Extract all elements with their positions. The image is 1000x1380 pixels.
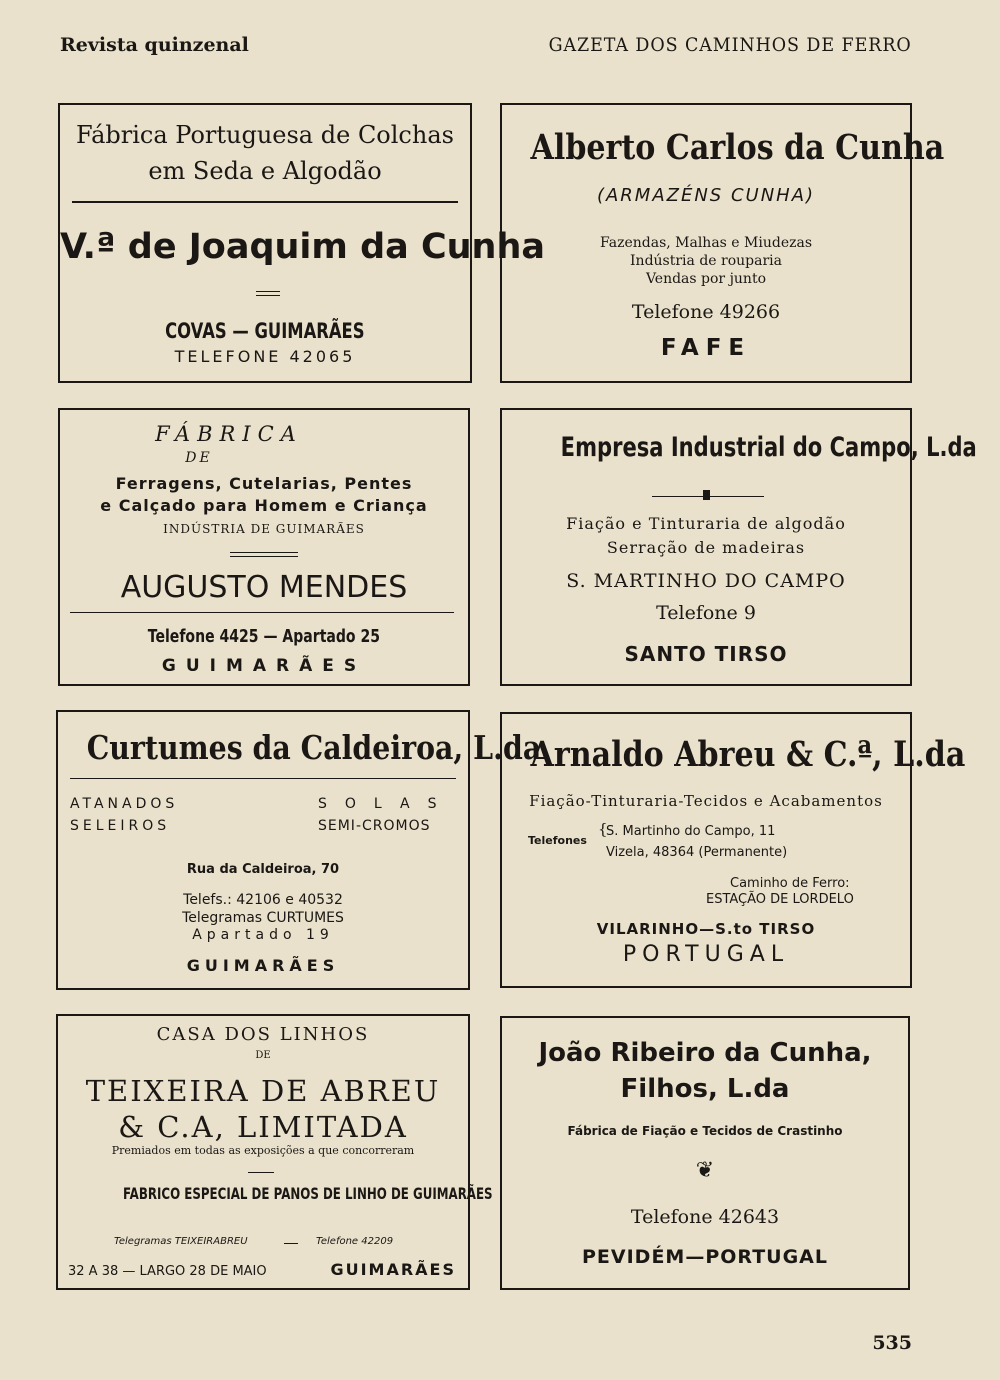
divider — [248, 1172, 274, 1173]
ad-alberto-phone: Telefone 49266 — [631, 301, 781, 323]
ad-augusto-line5: INDÚSTRIA DE GUIMARÃES — [163, 522, 365, 536]
ad-teixeira-city: GUIMARÃES — [330, 1260, 456, 1279]
ad-empresa-line2: Serração de madeiras — [606, 538, 806, 557]
ad-alberto-line1: Fazendas, Malhas e Miudezas — [599, 235, 813, 251]
ad-joaquim-name: V.ª de Joaquim da Cunha — [60, 227, 545, 267]
divider — [230, 556, 298, 557]
ad-arnaldo-phones-label: Telefones — [528, 834, 587, 847]
ad-empresa-name: Empresa Industrial do Campo, L.da — [560, 432, 977, 463]
ad-arnaldo-name: Arnaldo Abreu & C.ª, L.da — [530, 734, 966, 775]
ad-empresa-city: SANTO TIRSO — [624, 642, 788, 666]
ad-arnaldo-abreu — [500, 712, 966, 988]
ad-empresa-name-wrap — [502, 432, 977, 463]
ad-teixeira-fabric-wrap — [58, 1184, 493, 1203]
ad-augusto-phone: Telefone 4425 — Apartado 25 — [147, 626, 381, 647]
ad-joaquim-phone: TELEFONE 42065 — [174, 347, 356, 366]
ad-augusto-line3: Ferragens, Cutelarias, Pentes — [115, 474, 413, 493]
ornament-mark — [703, 490, 710, 500]
divider — [230, 552, 298, 553]
ad-alberto-line3: Vendas por junto — [645, 271, 767, 287]
ad-arnaldo-phone1: S. Martinho do Campo, 11 — [606, 824, 776, 839]
ad-arnaldo-place: VILARINHO—S.to TIRSO — [596, 920, 816, 938]
ad-teixeira-fabric: FABRICO ESPECIAL DE PANOS DE LINHO DE GUIMARÃES — [122, 1184, 493, 1203]
ad-augusto-line2: DE — [185, 450, 213, 466]
ad-joaquim-address: COVAS — GUIMARÃES — [165, 319, 365, 343]
ad-augusto-line4: e Calçado para Homem e Criança — [100, 496, 428, 515]
ad-teixeira-telegrams: Telegramas TEIXEIRABREU — [114, 1236, 248, 1247]
ad-teixeira-awards: Premiados em todas as exposições a que concorreram — [111, 1144, 415, 1157]
ad-curtumes-left2: SELEIROS — [70, 818, 171, 834]
ad-curtumes-name: Curtumes da Caldeiroa, L.da — [86, 728, 542, 767]
ad-joaquim-da-cunha — [58, 103, 545, 383]
ad-curtumes-right1: SOLAS — [318, 796, 455, 812]
ad-teixeira-phone: Telefone 42209 — [316, 1236, 394, 1247]
ad-teixeira-de-abreu — [56, 1014, 493, 1290]
ad-joao-line1: Fábrica de Fiação e Tecidos de Crastinho — [567, 1124, 843, 1138]
ad-alberto-city: FAFE — [660, 335, 752, 361]
ad-empresa-phone: Telefone 9 — [656, 602, 756, 624]
ad-curtumes-street: Rua da Caldeiroa, 70 — [186, 862, 340, 877]
ad-arnaldo-line1: Fiação-Tinturaria-Tecidos e Acabamentos — [529, 792, 883, 810]
ad-arnaldo-country: PORTUGAL — [622, 942, 790, 967]
divider — [256, 295, 280, 296]
ad-teixeira-name2: & C.A, LIMITADA — [118, 1110, 408, 1144]
ad-alberto-name: Alberto Carlos da Cunha — [530, 127, 945, 168]
ad-curtumes-telegrams: Telegramas CURTUMES — [182, 910, 344, 926]
brace-icon: { — [598, 820, 608, 838]
ad-teixeira-name1: TEIXEIRA DE ABREU — [85, 1074, 441, 1108]
ad-augusto-mendes — [58, 408, 470, 686]
ad-joao-ribeiro-da-cunha — [500, 1016, 910, 1290]
ad-alberto-sub: (ARMAZÉNS CUNHA) — [596, 185, 816, 206]
running-header-left: Revista quinzenal — [60, 34, 249, 56]
running-header-right: GAZETA DOS CAMINHOS DE FERRO — [548, 34, 912, 56]
ad-curtumes-city: GUIMARÃES — [186, 956, 340, 975]
ad-joaquim-line2: em Seda e Algodão — [148, 157, 382, 185]
ad-augusto-name: AUGUSTO MENDES — [120, 570, 408, 605]
divider — [70, 778, 456, 779]
ad-teixeira-address: 32 A 38 — LARGO 28 DE MAIO — [68, 1264, 267, 1279]
ad-augusto-line1: FÁBRICA — [155, 422, 303, 446]
ad-teixeira-line1: CASA DOS LINHOS — [156, 1024, 370, 1045]
divider — [284, 1243, 298, 1244]
ad-augusto-phone-wrap — [60, 626, 468, 647]
ad-curtumes-phones: Telefs.: 42106 e 40532 — [183, 892, 343, 908]
ad-alberto-carlos-da-cunha — [500, 103, 945, 383]
ad-arnaldo-rail1: Caminho de Ferro: — [730, 876, 850, 891]
ad-curtumes-left1: ATANADOS — [70, 796, 179, 812]
ad-empresa-line1: Fiação e Tinturaria de algodão — [566, 514, 846, 533]
ad-augusto-city: GUIMARÃES — [161, 656, 367, 676]
ad-curtumes-right2: SEMI-CROMOS — [318, 818, 431, 834]
ad-curtumes-apartado: Apartado 19 — [192, 927, 334, 943]
ad-arnaldo-rail2: ESTAÇÃO DE LORDELO — [706, 892, 854, 907]
ad-joaquim-line1: Fábrica Portuguesa de Colchas — [76, 121, 454, 149]
ad-teixeira-line2: DE — [255, 1050, 271, 1061]
divider — [256, 291, 280, 292]
ad-joao-name2: Filhos, L.da — [620, 1074, 790, 1104]
ad-joaquim-address-wrap — [60, 319, 470, 343]
ad-empresa-industrial-do-campo — [500, 408, 977, 686]
divider — [72, 201, 458, 203]
page-number: 535 — [872, 1332, 912, 1354]
ad-joao-city: PEVIDÉM—PORTUGAL — [582, 1246, 828, 1268]
ad-arnaldo-phone2: Vizela, 48364 (Permanente) — [606, 845, 788, 860]
ad-joao-phone: Telefone 42643 — [630, 1206, 780, 1228]
ad-empresa-line3: S. MARTINHO DO CAMPO — [566, 570, 846, 592]
ad-alberto-line2: Indústria de rouparia — [630, 253, 782, 269]
divider — [70, 612, 454, 613]
ad-joao-name1: João Ribeiro da Cunha, — [538, 1038, 872, 1068]
flower-ornament-icon: ❦ — [695, 1158, 715, 1183]
ad-curtumes-da-caldeiroa — [56, 710, 542, 990]
